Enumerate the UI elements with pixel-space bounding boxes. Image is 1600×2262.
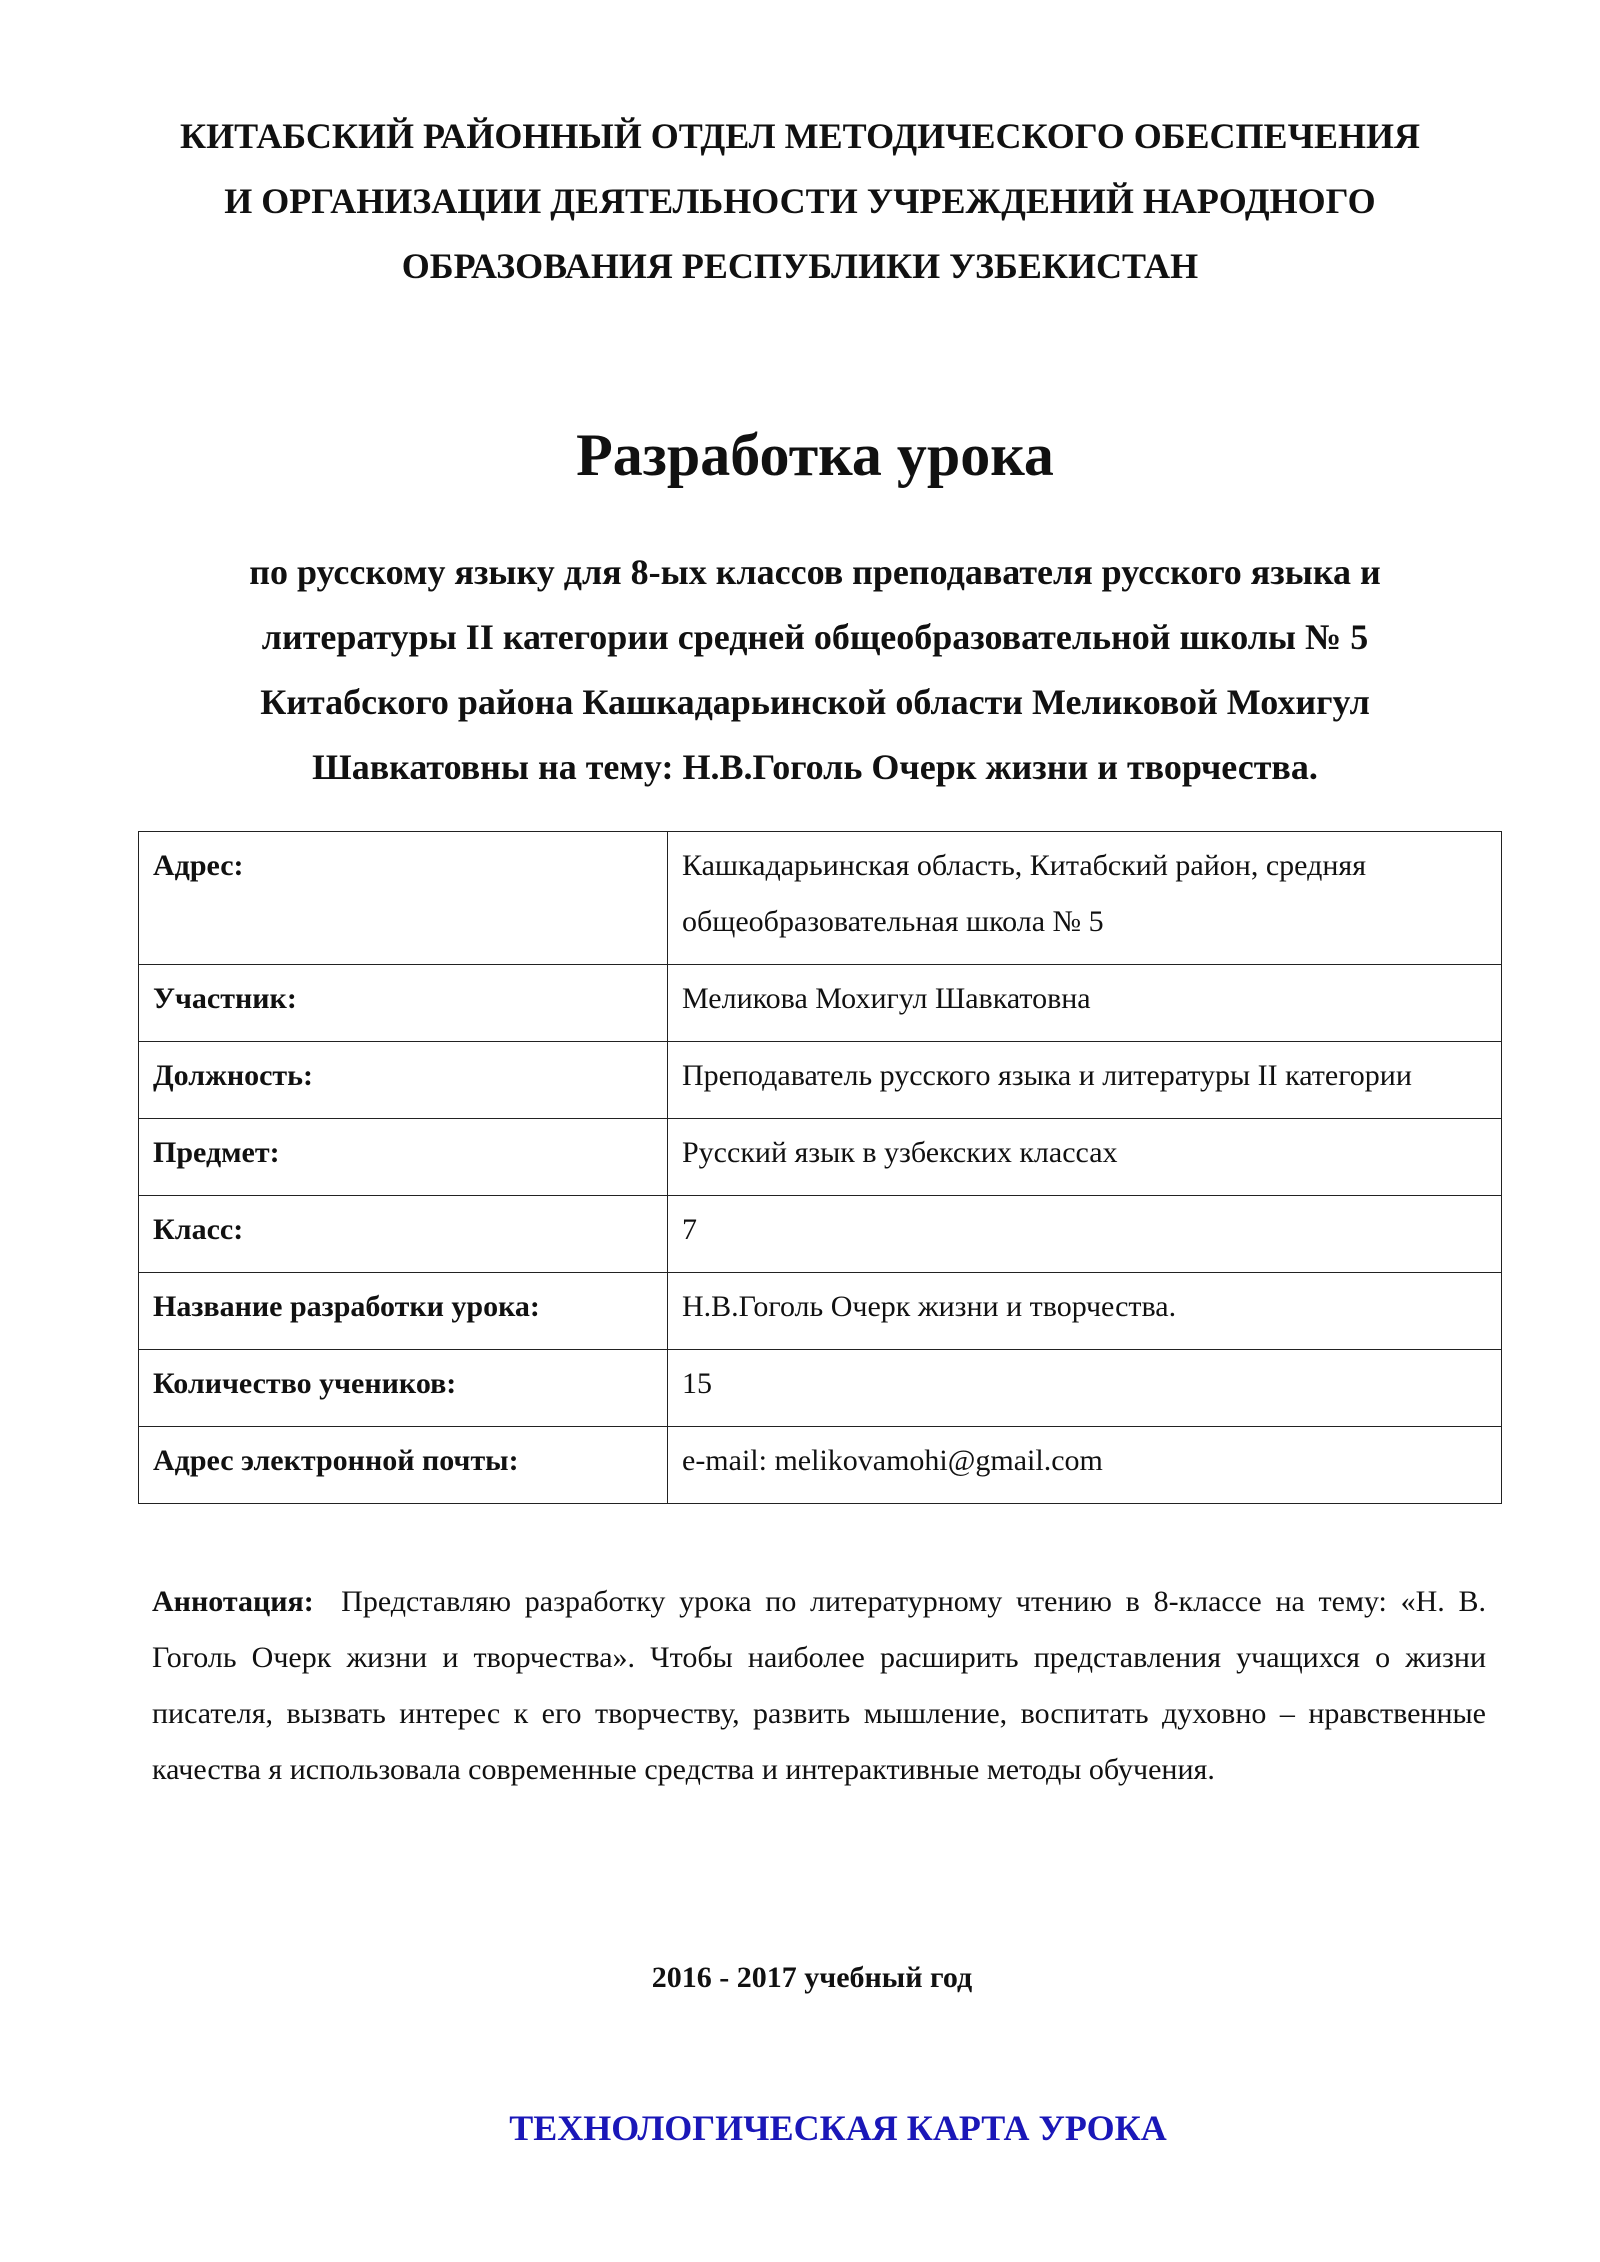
subtitle-line: литературы II категории средней общеобразовательной школы № 5	[261, 617, 1369, 657]
document-subtitle	[120, 540, 1510, 800]
academic-year: 2016 - 2017 учебный год	[651, 1961, 973, 1994]
table-row	[139, 1273, 1502, 1350]
row-label-subject: Предмет:	[139, 1119, 668, 1196]
row-label-student-count: Количество учеников:	[139, 1350, 668, 1427]
table-row	[139, 1042, 1502, 1119]
info-table	[138, 831, 1502, 1504]
table-row	[139, 1350, 1502, 1427]
table-row	[139, 1119, 1502, 1196]
row-value-class: 7	[668, 1196, 1502, 1273]
organization-header-line: ОБРАЗОВАНИЯ РЕСПУБЛИКИ УЗБЕКИСТАН	[401, 246, 1199, 286]
document-title: Разработка урока	[576, 422, 1054, 488]
table-row	[139, 1427, 1502, 1504]
organization-header	[120, 104, 1480, 299]
row-value-lesson-name: Н.В.Гоголь Очерк жизни и творчества.	[668, 1273, 1502, 1350]
annotation-label: Аннотация:	[152, 1585, 314, 1618]
annotation-paragraph	[152, 1574, 1486, 1798]
row-value-student-count: 15	[668, 1350, 1502, 1427]
organization-header-line: И ОРГАНИЗАЦИИ ДЕЯТЕЛЬНОСТИ УЧРЕЖДЕНИЙ НАРОДНОГО	[224, 181, 1376, 221]
table-row	[139, 832, 1502, 965]
subtitle-line: Китабского района Кашкадарьинской области Меликовой Мохигул	[260, 682, 1370, 722]
row-label-email: Адрес электронной почты:	[139, 1427, 668, 1504]
row-value-email: e-mail: melikovamohi@gmail.com	[668, 1427, 1502, 1504]
annotation-text: Представляю разработку урока по литературному чтению в 8-классе на тему: «Н. В. Гоголь Очерк жизни и творчества». Чтобы наиболее расширить представления учащихся о жизни писателя, вызвать интерес к его творчеству, развить мышление, воспитать духовно – нравственные качества я использовала современные средства и интерактивные методы обучения.	[152, 1585, 1486, 1786]
table-row	[139, 1196, 1502, 1273]
row-value-address: Кашкадарьинская область, Китабский район, средняя общеобразовательная школа № 5	[668, 832, 1502, 965]
row-label-participant: Участник:	[139, 965, 668, 1042]
row-value-participant: Меликова Мохигул Шавкатовна	[668, 965, 1502, 1042]
table-row	[139, 965, 1502, 1042]
subtitle-line: по русскому языку для 8-ых классов преподавателя русского языка и	[249, 552, 1381, 592]
row-label-class: Класс:	[139, 1196, 668, 1273]
subtitle-line: Шавкатовны на тему: Н.В.Гоголь Очерк жизни и творчества.	[312, 747, 1318, 787]
row-label-lesson-name: Название разработки урока:	[139, 1273, 668, 1350]
organization-header-line: КИТАБСКИЙ РАЙОННЫЙ ОТДЕЛ МЕТОДИЧЕСКОГО ОБЕСПЕЧЕНИЯ	[179, 116, 1420, 156]
row-label-position: Должность:	[139, 1042, 668, 1119]
row-value-position: Преподаватель русского языка и литературы II категории	[668, 1042, 1502, 1119]
row-value-subject: Русский язык в узбекских классах	[668, 1119, 1502, 1196]
row-label-address: Адрес:	[139, 832, 668, 965]
tech-map-title: ТЕХНОЛОГИЧЕСКАЯ КАРТА УРОКА	[509, 2108, 1167, 2148]
